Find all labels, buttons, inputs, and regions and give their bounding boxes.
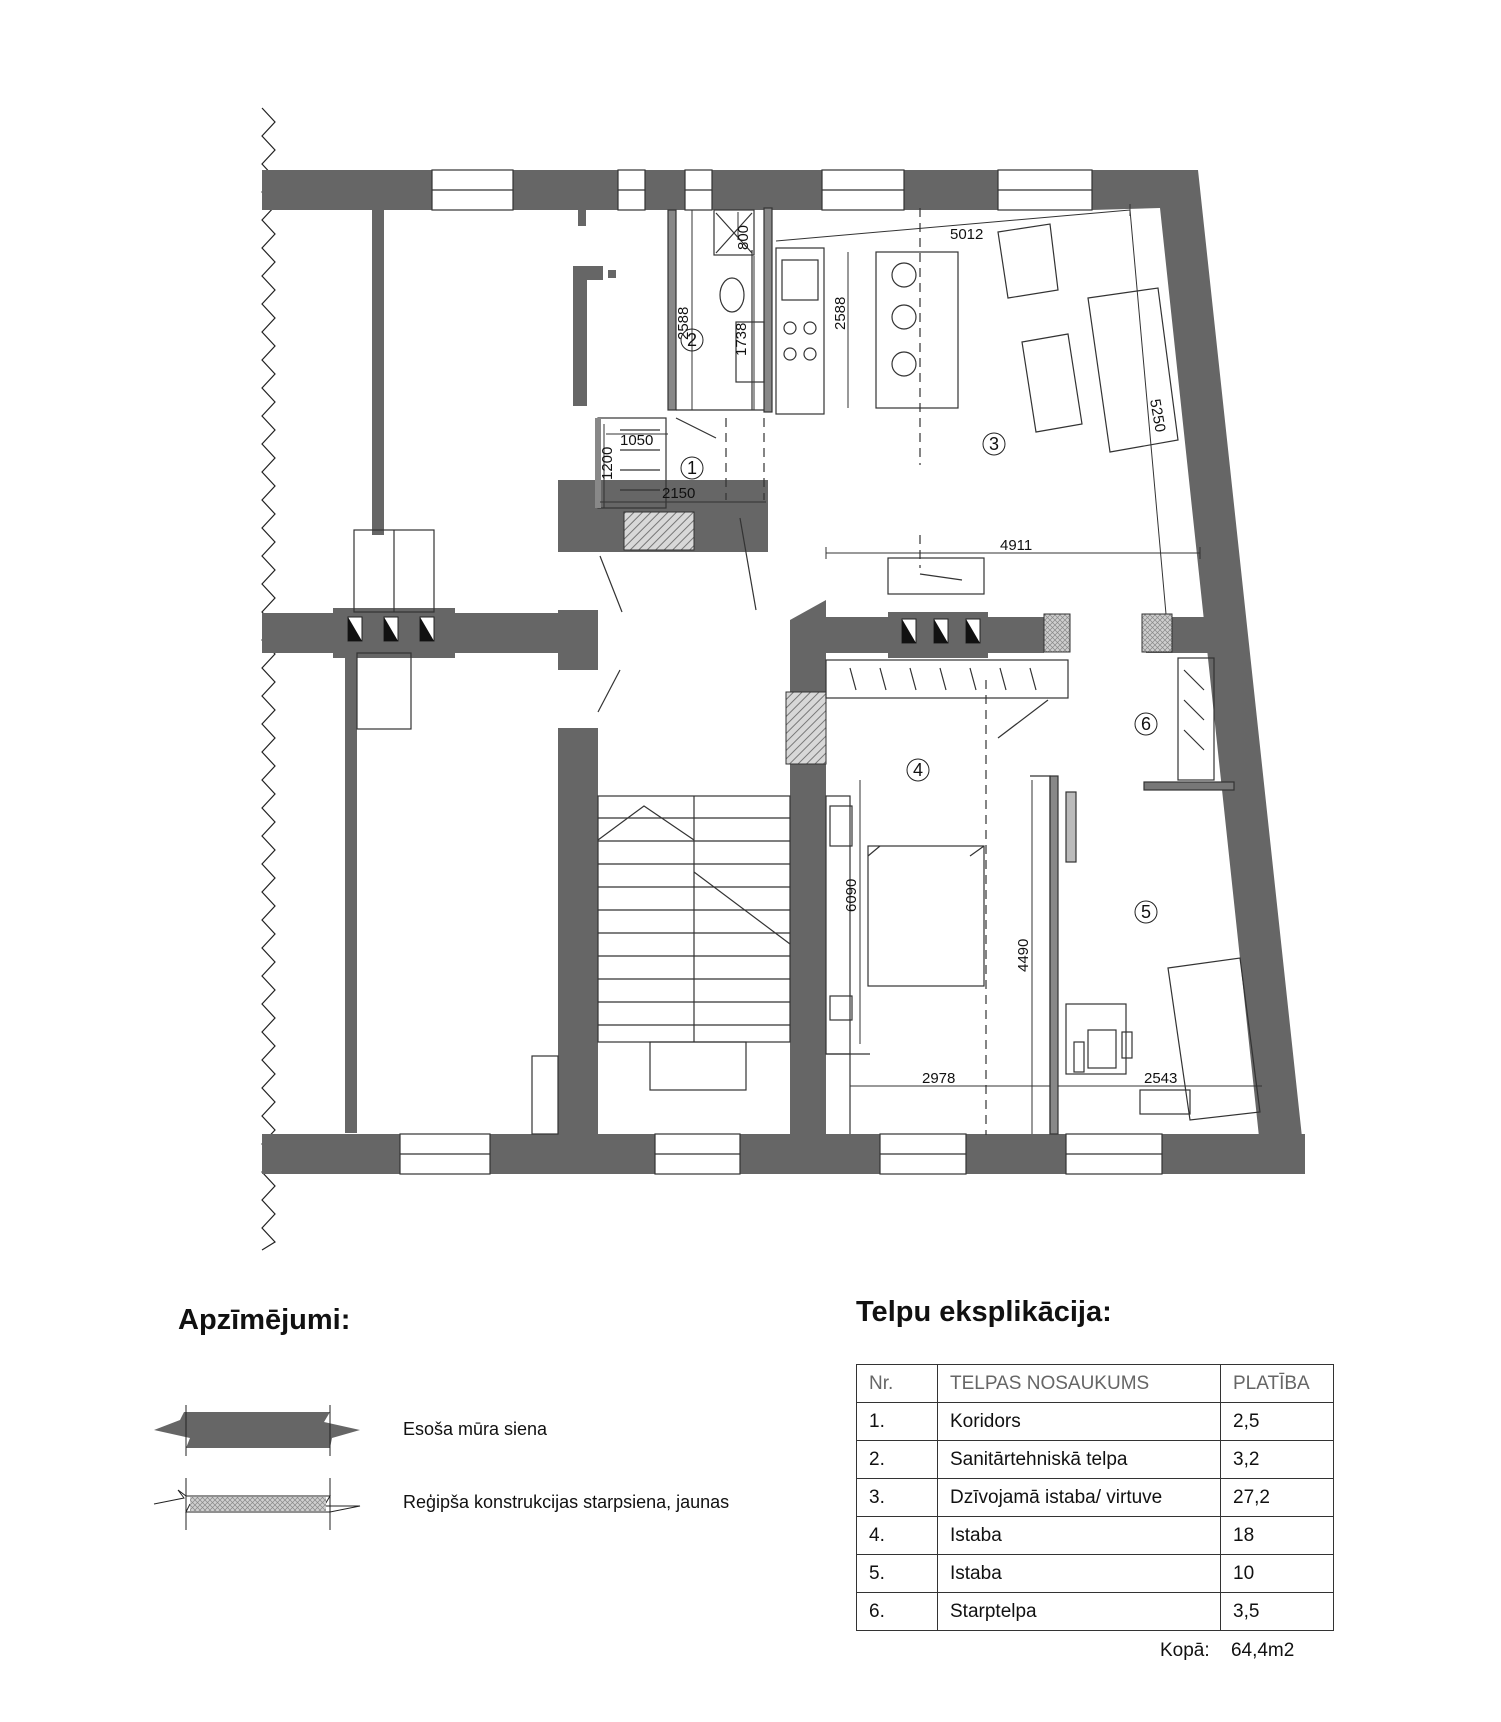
room-number-2: 2 bbox=[686, 330, 698, 350]
total-label: Kopā: bbox=[1160, 1640, 1210, 1661]
table-row bbox=[857, 1517, 1334, 1555]
row-nr: 4. bbox=[857, 1517, 938, 1555]
legend-symbols bbox=[154, 1405, 360, 1530]
row-name: Istaba bbox=[938, 1555, 1221, 1593]
masonry-wall-symbol bbox=[154, 1405, 360, 1456]
room-number-1: 1 bbox=[686, 458, 698, 478]
dim-1738: 1738 bbox=[733, 322, 750, 356]
room-number-5: 5 bbox=[1140, 902, 1152, 922]
room-number-6: 6 bbox=[1140, 714, 1152, 734]
break-line bbox=[262, 108, 275, 1250]
row-area: 3,2 bbox=[1221, 1441, 1334, 1479]
table-row bbox=[857, 1593, 1334, 1631]
dim-5250: 5250 bbox=[1146, 397, 1169, 434]
room-number-3: 3 bbox=[988, 434, 1000, 454]
header-name: TELPAS NOSAUKUMS bbox=[938, 1365, 1221, 1403]
dim-6090: 6090 bbox=[843, 878, 860, 912]
row-name: Istaba bbox=[938, 1517, 1221, 1555]
dim-5012: 5012 bbox=[950, 226, 984, 243]
row-name: Sanitārtehniskā telpa bbox=[938, 1441, 1221, 1479]
legend-title: Apzīmējumi: bbox=[178, 1304, 351, 1336]
legend-label-masonry: Esoša mūra siena bbox=[403, 1419, 548, 1439]
row-area: 27,2 bbox=[1221, 1479, 1334, 1517]
row-nr: 3. bbox=[857, 1479, 938, 1517]
header-area: PLATĪBA bbox=[1221, 1365, 1334, 1403]
windows bbox=[400, 170, 1162, 1174]
table-row bbox=[857, 1479, 1334, 1517]
total-area bbox=[1160, 1640, 1294, 1662]
row-nr: 2. bbox=[857, 1441, 938, 1479]
row-name: Starptelpa bbox=[938, 1593, 1221, 1631]
row-name: Koridors bbox=[938, 1403, 1221, 1441]
dim-1200: 1200 bbox=[599, 446, 616, 480]
dim-800: 800 bbox=[735, 224, 752, 250]
row-area: 18 bbox=[1221, 1517, 1334, 1555]
table-row bbox=[857, 1441, 1334, 1479]
drywall-partition-symbol bbox=[154, 1478, 360, 1530]
explication-table bbox=[856, 1364, 1334, 1631]
room-number-4: 4 bbox=[912, 760, 924, 780]
dim-1050: 1050 bbox=[620, 432, 654, 449]
row-area: 10 bbox=[1221, 1555, 1334, 1593]
row-nr: 6. bbox=[857, 1593, 938, 1631]
dim-2543: 2543 bbox=[1144, 1070, 1178, 1087]
legend-label-drywall: Reģipša konstrukcijas starpsiena, jaunas bbox=[403, 1492, 730, 1512]
row-area: 2,5 bbox=[1221, 1403, 1334, 1441]
header-nr: Nr. bbox=[857, 1365, 938, 1403]
dim-2588-bath: 2588 bbox=[675, 306, 692, 340]
total-value: 64,4m2 bbox=[1230, 1640, 1295, 1661]
dim-4911: 4911 bbox=[1000, 537, 1033, 554]
table-row bbox=[857, 1555, 1334, 1593]
dim-4490: 4490 bbox=[1015, 938, 1032, 972]
row-nr: 1. bbox=[857, 1403, 938, 1441]
table-row bbox=[857, 1403, 1334, 1441]
dim-2978: 2978 bbox=[922, 1070, 956, 1087]
dim-2588-kitchen: 2588 bbox=[832, 296, 849, 330]
row-nr: 5. bbox=[857, 1555, 938, 1593]
explication-title: Telpu eksplikācija: bbox=[856, 1296, 1112, 1328]
chimney-flues bbox=[333, 608, 988, 658]
table-header-row bbox=[857, 1365, 1334, 1403]
masonry-walls bbox=[262, 170, 1305, 1174]
dimension-lines bbox=[600, 204, 1262, 1134]
row-name: Dzīvojamā istaba/ virtuve bbox=[938, 1479, 1221, 1517]
row-area: 3,5 bbox=[1221, 1593, 1334, 1631]
dim-2150: 2150 bbox=[662, 485, 696, 502]
